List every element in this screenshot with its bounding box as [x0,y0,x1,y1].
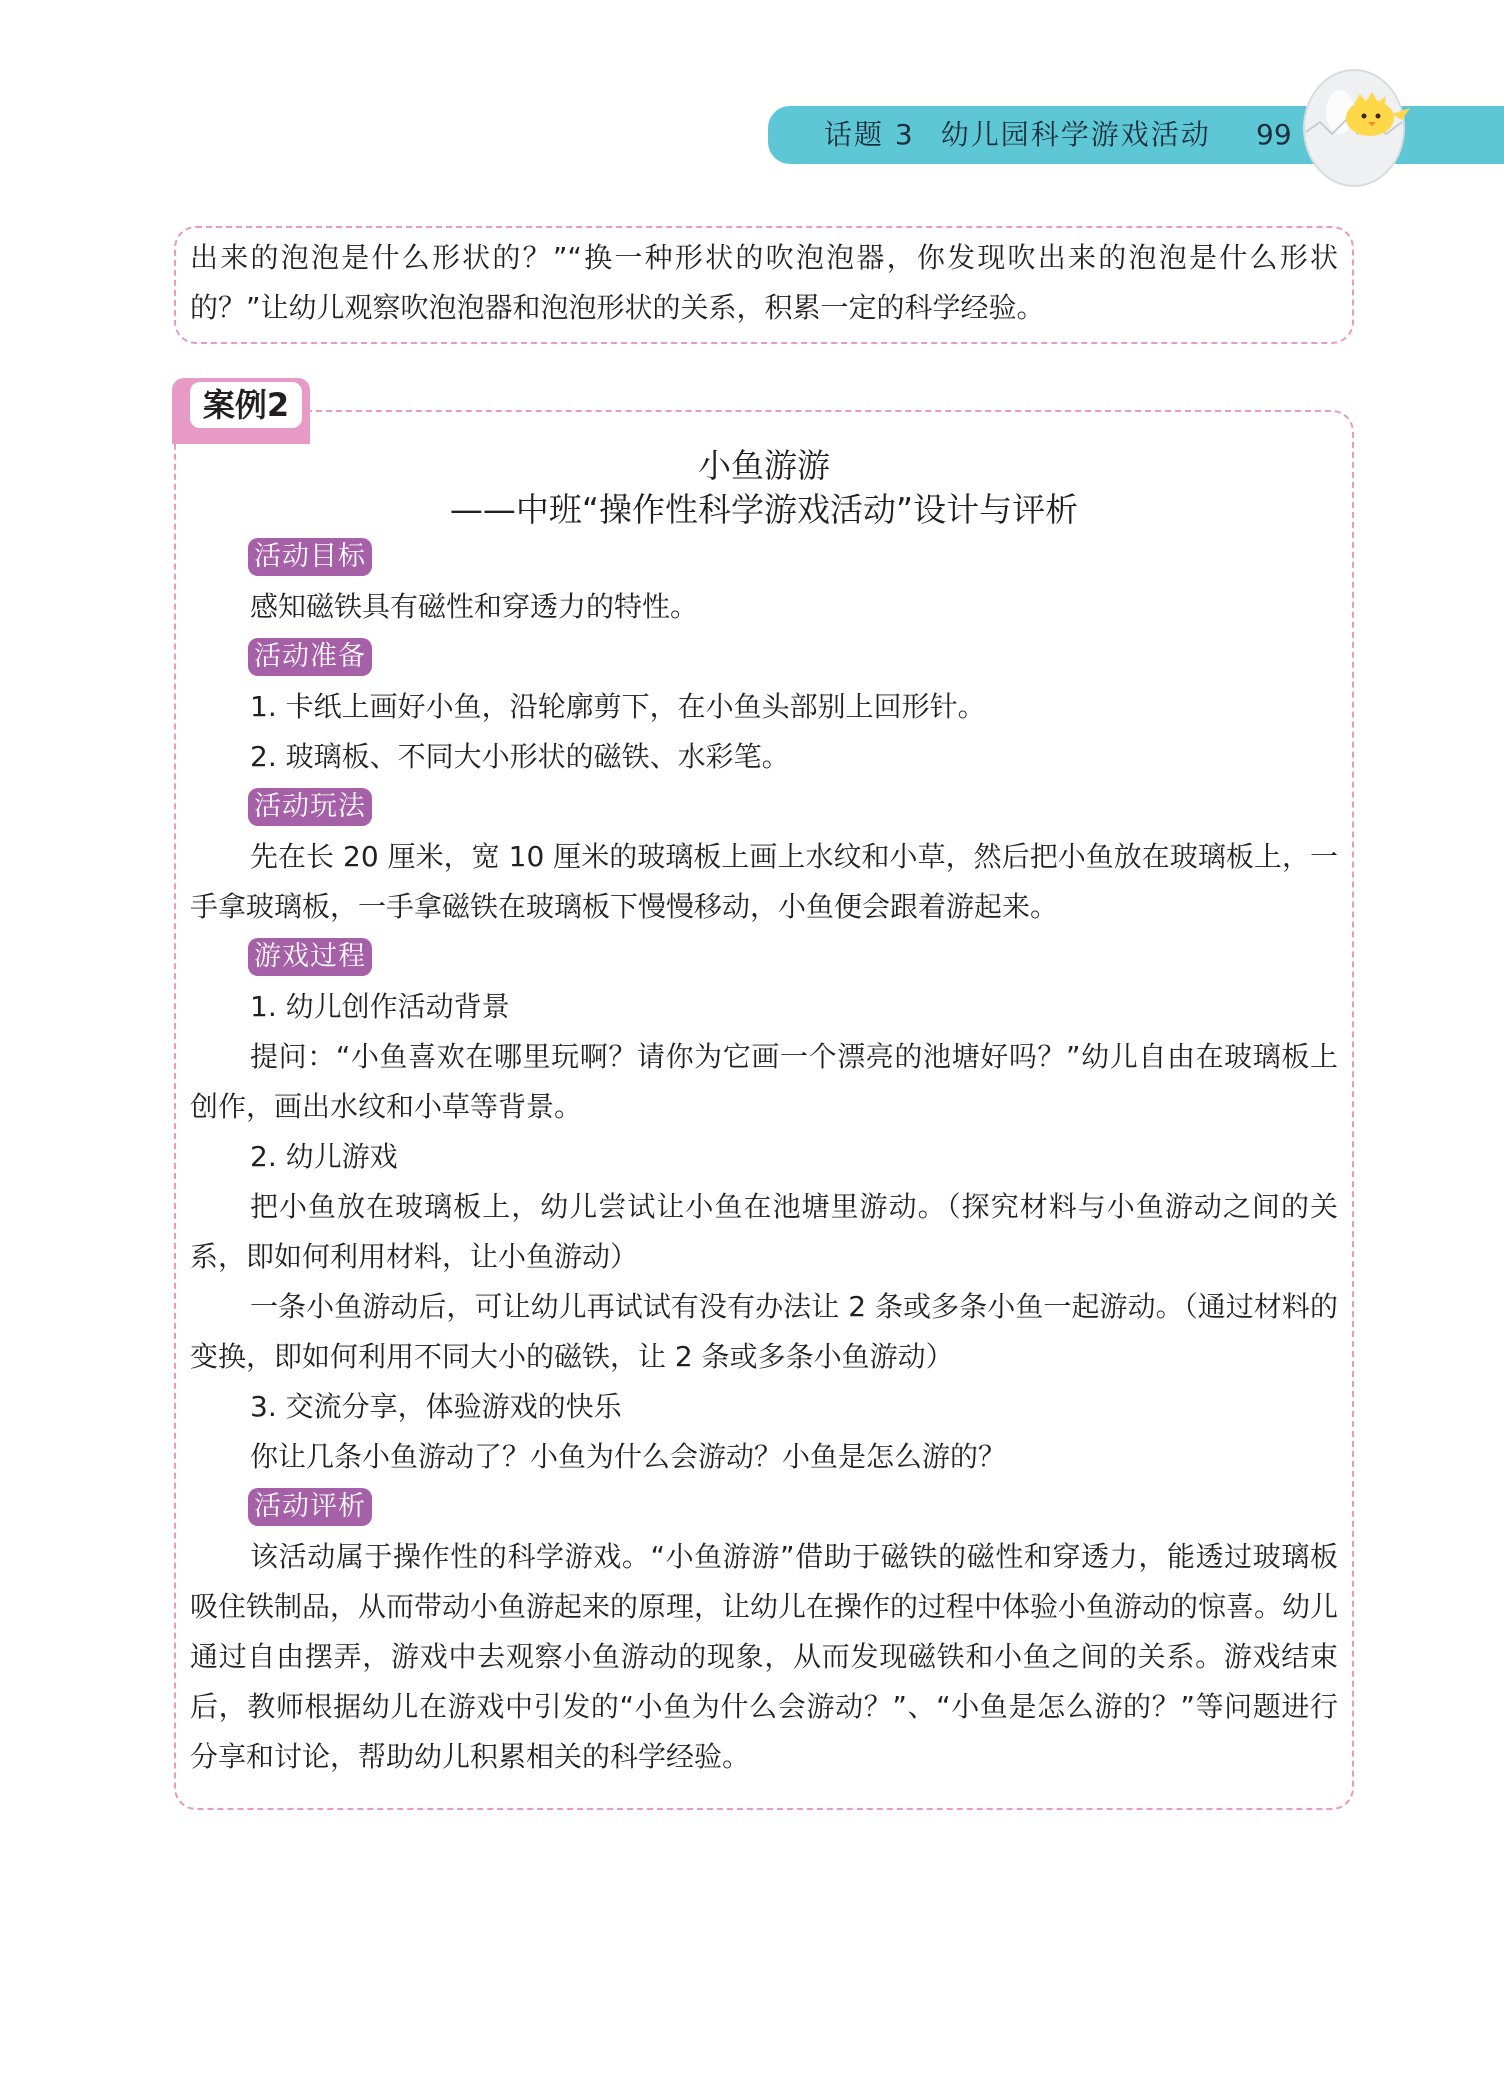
page-number: 99 [1256,118,1292,151]
case-subtitle: ——中班“操作性科学游戏活动”设计与评析 [449,490,1079,529]
section-tag-prep: 活动准备 [248,638,372,676]
prep-item: 1. 卡纸上画好小鱼，沿轮廓剪下，在小鱼头部别上回形针。 [250,690,986,723]
step2-text-b: 一条小鱼游动后，可让幼儿再试试有没有办法让 2 条或多条小鱼一起游动。（通过材料的变换，即如何利用不同大小的磁铁，让 2 条或多条小鱼游动） [190,1290,1338,1373]
header-title: 幼儿园科学游戏活动 [940,118,1211,151]
goal-text: 感知磁铁具有磁性和穿透力的特性。 [250,590,699,623]
prep-item: 2. 玻璃板、不同大小形状的磁铁、水彩笔。 [250,740,790,773]
section-tag-process: 游戏过程 [248,938,372,976]
page-header [824,117,1211,153]
case-label: 案例2 [188,380,304,430]
play-text: 先在长 20 厘米，宽 10 厘米的玻璃板上画上水纹和小草，然后把小鱼放在玻璃板上，一手拿玻璃板，一手拿磁铁在玻璃板下慢慢移动，小鱼便会跟着游起来。 [190,840,1338,923]
section-tag-analysis: 活动评析 [248,1488,372,1526]
step3-text: 你让几条小鱼游动了？小鱼为什么会游动？小鱼是怎么游的？ [250,1440,1007,1473]
step2-text-a: 把小鱼放在玻璃板上，幼儿尝试让小鱼在池塘里游动。（探究材料与小鱼游动之间的关系，即如何利用材料，让小鱼游动） [190,1190,1338,1273]
step1-text: 提问：“小鱼喜欢在哪里玩啊？请你为它画一个漂亮的池塘好吗？”幼儿自由在玻璃板上创作，画出水纹和小草等背景。 [190,1040,1338,1123]
case-title: 小鱼游游 [698,446,830,485]
section-tag-play: 活动玩法 [248,788,372,826]
chick-in-egg-icon [1298,56,1416,188]
step3-title: 3. 交流分享，体验游戏的快乐 [250,1390,622,1423]
step2-title: 2. 幼儿游戏 [250,1140,398,1173]
section-tag-goal: 活动目标 [248,538,372,576]
step1-title: 1. 幼儿创作活动背景 [250,990,510,1023]
continuation-text: 出来的泡泡是什么形状的？”“换一种形状的吹泡泡器，你发现吹出来的泡泡是什么形状的？”让幼儿观察吹泡泡器和泡泡形状的关系，积累一定的科学经验。 [190,241,1338,324]
header-topic: 话题 3 [824,118,915,151]
analysis-text: 该活动属于操作性的科学游戏。“小鱼游游”借助于磁铁的磁性和穿透力，能透过玻璃板吸住铁制品，从而带动小鱼游起来的原理，让幼儿在操作的过程中体验小鱼游动的惊喜。幼儿通过自由摆弄，游戏中去观察小鱼游动的现象，从而发现磁铁和小鱼之间的关系。游戏结束后，教师根据幼儿在游戏中引发的“小鱼为什么会游动？”、“小鱼是怎么游的？”等问题进行分享和讨论，帮助幼儿积累相关的科学经验。 [190,1540,1339,1773]
